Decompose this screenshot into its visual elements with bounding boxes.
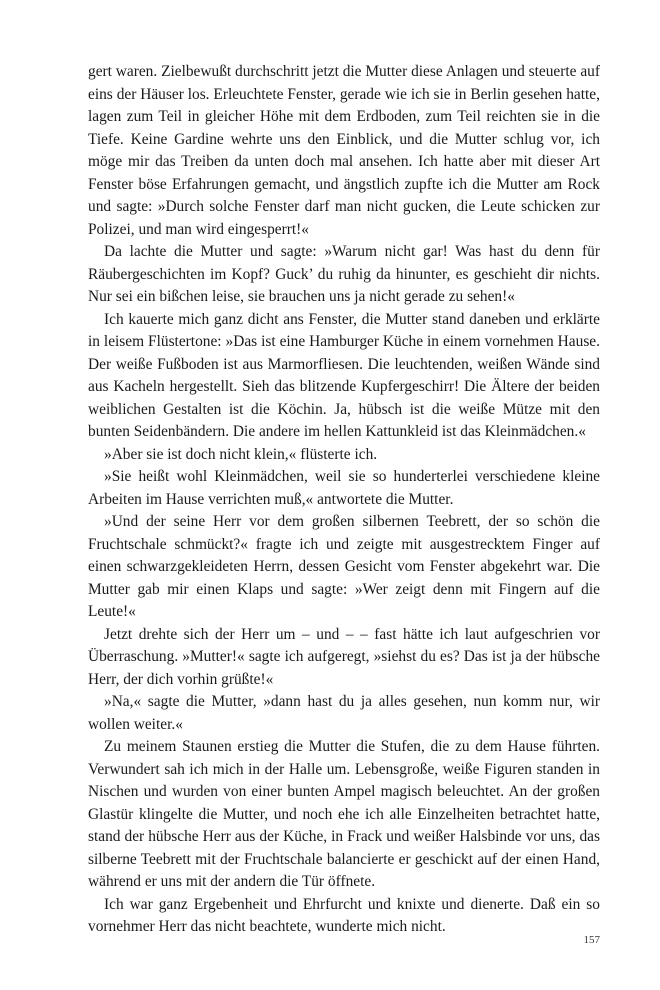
paragraph: Ich war ganz Ergebenheit und Ehrfurcht und knixte und dienerte. Daß ein so vornehmer Herr das nicht beachtete, wunderte mich nicht.	[88, 895, 600, 935]
paragraph: »Aber sie ist doch nicht klein,« flüsterte ich.	[104, 445, 378, 463]
paragraph: Ich kauerte mich ganz dicht ans Fenster, die Mutter stand daneben und erklärte in leisem Flüstertone: »Das ist eine Hamburger Küche in einem vornehmen Hause. Der weiße Fußboden ist aus Marmorfliesen. Die leuchtenden, weißen Wände sind aus Kacheln hergestellt. Sieh das blitzende Kupfergeschirr! Die Ältere der beiden weiblichen Gestalten ist die Köchin. Ja, hübsch ist die weiße Mütze mit den bunten Seidenbändern. Die andere im hellen Kattunkleid ist das Kleinmädchen.«	[88, 310, 600, 440]
paragraph: Zu meinem Staunen erstieg die Mutter die Stufen, die zu dem Hause führten. Verwundert sah ich mich in der Halle um. Lebensgroße, weiße Figuren standen in Nischen und wurden von einer bunten Ampel magisch beleuchtet. An der großen Glastür klingelte die Mutter, und noch ehe ich alle Einzelheiten betrachtet hatte, stand der hübsche Herr aus der Küche, in Frack und weißer Halsbinde vor uns, das silberne Teebrett mit der Fruchtschale balancierte er geschickt auf der einen Hand, während er uns mit der andern die Tür öffnete.	[88, 738, 600, 890]
page-number: 157	[583, 934, 600, 946]
paragraph-continued: gert waren. Zielbewußt durchschritt jetzt die Mutter diese Anlagen und steuerte auf eins der Häuser los. Erleuchtete Fenster, gerade wie ich sie in Berlin gesehen hatte, lagen zum Teil in gleicher Höhe mit dem Erdboden, zum Teil reichten sie in die Tiefe. Keine Gardine wehrte uns den Einblick, und die Mutter schlug vor, ich möge mir das Treiben da unten doch mal ansehen. Ich hatte aber mit dieser Art Fenster böse Erfahrungen gemacht, und ängstlich zupfte ich die Mutter am Rock und sagte: »Durch solche Fenster darf man nicht gucken, die Leute schicken zur Polizei, und man wird eingesperrt!«	[88, 63, 600, 238]
body-text	[88, 61, 600, 939]
paragraph: Jetzt drehte sich der Herr um – und – – fast hätte ich laut aufgeschrien vor Überraschung. »Mutter!« sagte ich aufgeregt, »siehst du es? Das ist ja der hübsche Herr, der dich vorhin grüßte!«	[88, 625, 600, 688]
paragraph: »Sie heißt wohl Kleinmädchen, weil sie so hunderterlei verschiedene kleine Arbeiten im Hause verrichten muß,« antwortete die Mutter.	[88, 468, 600, 508]
paragraph: »Und der seine Herr vor dem großen silbernen Teebrett, der so schön die Fruchtschale schmückt?« fragte ich und zeigte mit ausgestrecktem Finger auf einen schwarzgekleideten Herrn, dessen Gesicht vom Fenster abgekehrt war. Die Mutter gab mir einen Klaps und sagte: »Wer zeigt denn mit Fingern auf die Leute!«	[88, 513, 600, 620]
paragraph: Da lachte die Mutter und sagte: »Warum nicht gar! Was hast du denn für Räubergeschichten im Kopf? Guck’ du ruhig da hinunter, es geschieht dir nichts. Nur sei ein bißchen leise, sie brauchen uns ja nicht gerade zu sehen!«	[88, 243, 600, 305]
paragraph: »Na,« sagte die Mutter, »dann hast du ja alles gesehen, nun komm nur, wir wollen weiter.«	[88, 693, 600, 733]
